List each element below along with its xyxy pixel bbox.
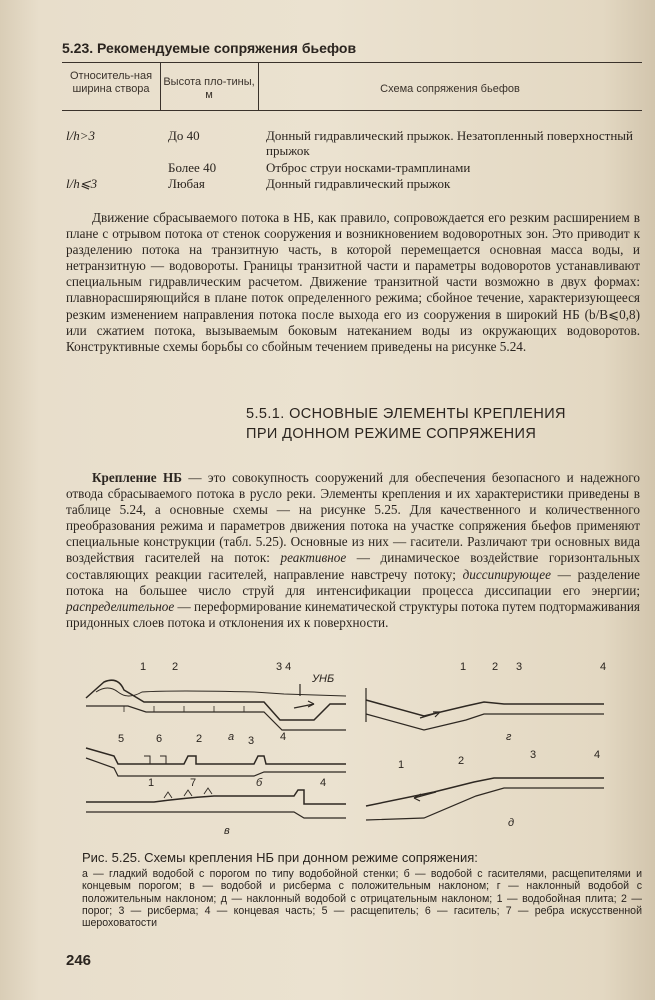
scheme-g-drawing	[366, 688, 604, 730]
figure-label: 3 4	[276, 661, 292, 673]
figure-label: 2	[458, 755, 465, 767]
term-italic: реактивное	[280, 550, 347, 566]
figure-label: в	[224, 825, 230, 837]
table-col-divider	[258, 62, 259, 110]
section-heading: 5.5.1. ОСНОВНЫЕ ЭЛЕМЕНТЫ КРЕПЛЕНИЯ ПРИ ДОННОМ РЕЖИМЕ СОПРЯЖЕНИЯ	[246, 406, 566, 442]
table-title: 5.23. Рекомендуемые сопряжения бьефов	[62, 40, 357, 56]
figure-label: 1	[460, 661, 467, 673]
figure-label: г	[506, 731, 512, 743]
figure-label: б	[256, 777, 263, 789]
table-top-rule	[62, 62, 642, 63]
figure-label: 6	[156, 733, 163, 745]
body-paragraph-2	[66, 470, 640, 631]
table-cell-ratio: l/h⩽3	[66, 176, 98, 191]
figure-label: 1	[140, 661, 147, 673]
figure-label: д	[508, 817, 515, 829]
figure-label: 1	[148, 777, 155, 789]
scheme-a-drawing	[86, 680, 346, 730]
figure-caption-title: Рис. 5.25. Схемы крепления НБ при донном режиме сопряжения:	[82, 850, 478, 865]
figure-label: 7	[190, 777, 197, 789]
text-run: — разделение потока на большее число струй для интенсификации процесса диссипации его энергии;	[66, 566, 640, 598]
table-header-height: Высота пло-тины, м	[163, 76, 255, 101]
scheme-v-drawing	[86, 788, 346, 818]
page-number: 246	[66, 952, 92, 969]
term-bold: Крепление НБ	[92, 470, 182, 485]
scheme-b-drawing	[86, 748, 346, 776]
table-cell-scheme: Донный гидравлический прыжок. Незатопленный поверхностный прыжок	[266, 128, 633, 158]
table-cell-scheme: Отброс струи носками-трамплинами	[266, 160, 471, 175]
text-run: — это совокупность сооружений для обеспечения безопасного и надежного отвода сбрасываемого потока в русло реки. Элементы крепления и их характеристики приведены в таблице 5.24, а основные схемы — на рисунке 5.25. Для качественного и количественного преобразования режима и параметров движения потока на участке сопряжения бьефов применяют специальные конструкции (табл. 5.25). Основные из них — гасители. Различают три основных вида воздействия гасителей на поток:	[66, 470, 640, 566]
figure-label: 4	[280, 731, 287, 743]
figure-label: 1	[398, 759, 405, 771]
figure-label: 2	[196, 733, 203, 745]
term-italic: диссипирующее	[462, 566, 551, 582]
table-cell-ratio: l/h>3	[66, 128, 95, 143]
figure-5-25-schemes	[84, 646, 624, 842]
figure-label: 4	[600, 661, 607, 673]
figure-caption-body: а — гладкий водобой с порогом по типу водобойной стенки; б — водобой с гасителями, расщепителями и концевым порогом; в — водобой и рисберма с положительным наклоном; г — наклонный водобой с положительным наклоном; д — наклонный водобой с отрицательным наклоном; 1 — водобойная плита; 2 — порог; 3 — рисберма; 4 — концевая часть; 5 — расщепитель; 6 — гаситель; 7 — ребра искусственной шероховатости	[82, 868, 642, 930]
figure-label: 3	[516, 661, 523, 673]
scheme-d-drawing	[366, 778, 604, 820]
text-run: — переформирование кинематической структуры потока путем подтормаживания придонных слоев потока и отклонения их к поверхности.	[66, 598, 640, 630]
figure-label: 4	[594, 749, 601, 761]
table-col-divider	[160, 62, 161, 110]
text-run: — динамическое воздействие горизонтальных составляющих реакции гасителей, направление навстречу потоку;	[66, 550, 640, 582]
table-header-rule	[62, 110, 642, 111]
figure-label: УНБ	[312, 673, 335, 685]
table-header-ratio: Относитель-ная ширина створа	[69, 70, 153, 95]
figure-label: 2	[172, 661, 179, 673]
term-italic: распределительное	[66, 598, 175, 614]
figure-label: 5	[118, 733, 125, 745]
table-header-scheme: Схема сопряжения бьефов	[380, 83, 520, 95]
table-cell-scheme: Донный гидравлический прыжок	[266, 176, 451, 191]
body-paragraph-1: Движение сбрасываемого потока в НБ, как правило, сопровождается его резким расширением в плане с отрывом потока от стенок сооружения и возникновением водоворотных зон. Это приводит к разделению потока на транзитную часть, в которой перемещается основная масса воды, и нетранзитную — водовороты. Границы транзитной части и параметры водоворотов устанавливают специальным гидравлическим расчетом. Движение транзитной части возможно в двух формах: плавнорасширяющийся в плане поток определенного режима; сбойное течение, характеризующееся резким изменением направления потока после выхода его из сооружения в широкий НБ (b/B⩽0,8) или сжатием потока, вызываемым боковым натеканием воды из окружающих водоворотов. Конструктивные схемы борьбы со сбойным течением приведены на рисунке 5.24.	[66, 210, 640, 354]
figure-label: 2	[492, 661, 499, 673]
figure-label: 3	[248, 735, 255, 747]
table-cell-height: Более 40	[168, 160, 217, 175]
table-cell-height: До 40	[168, 128, 200, 143]
table-cell-height: Любая	[168, 176, 205, 191]
figure-label: 3	[530, 749, 537, 761]
figure-label: а	[228, 731, 235, 743]
figure-label: 4	[320, 777, 327, 789]
